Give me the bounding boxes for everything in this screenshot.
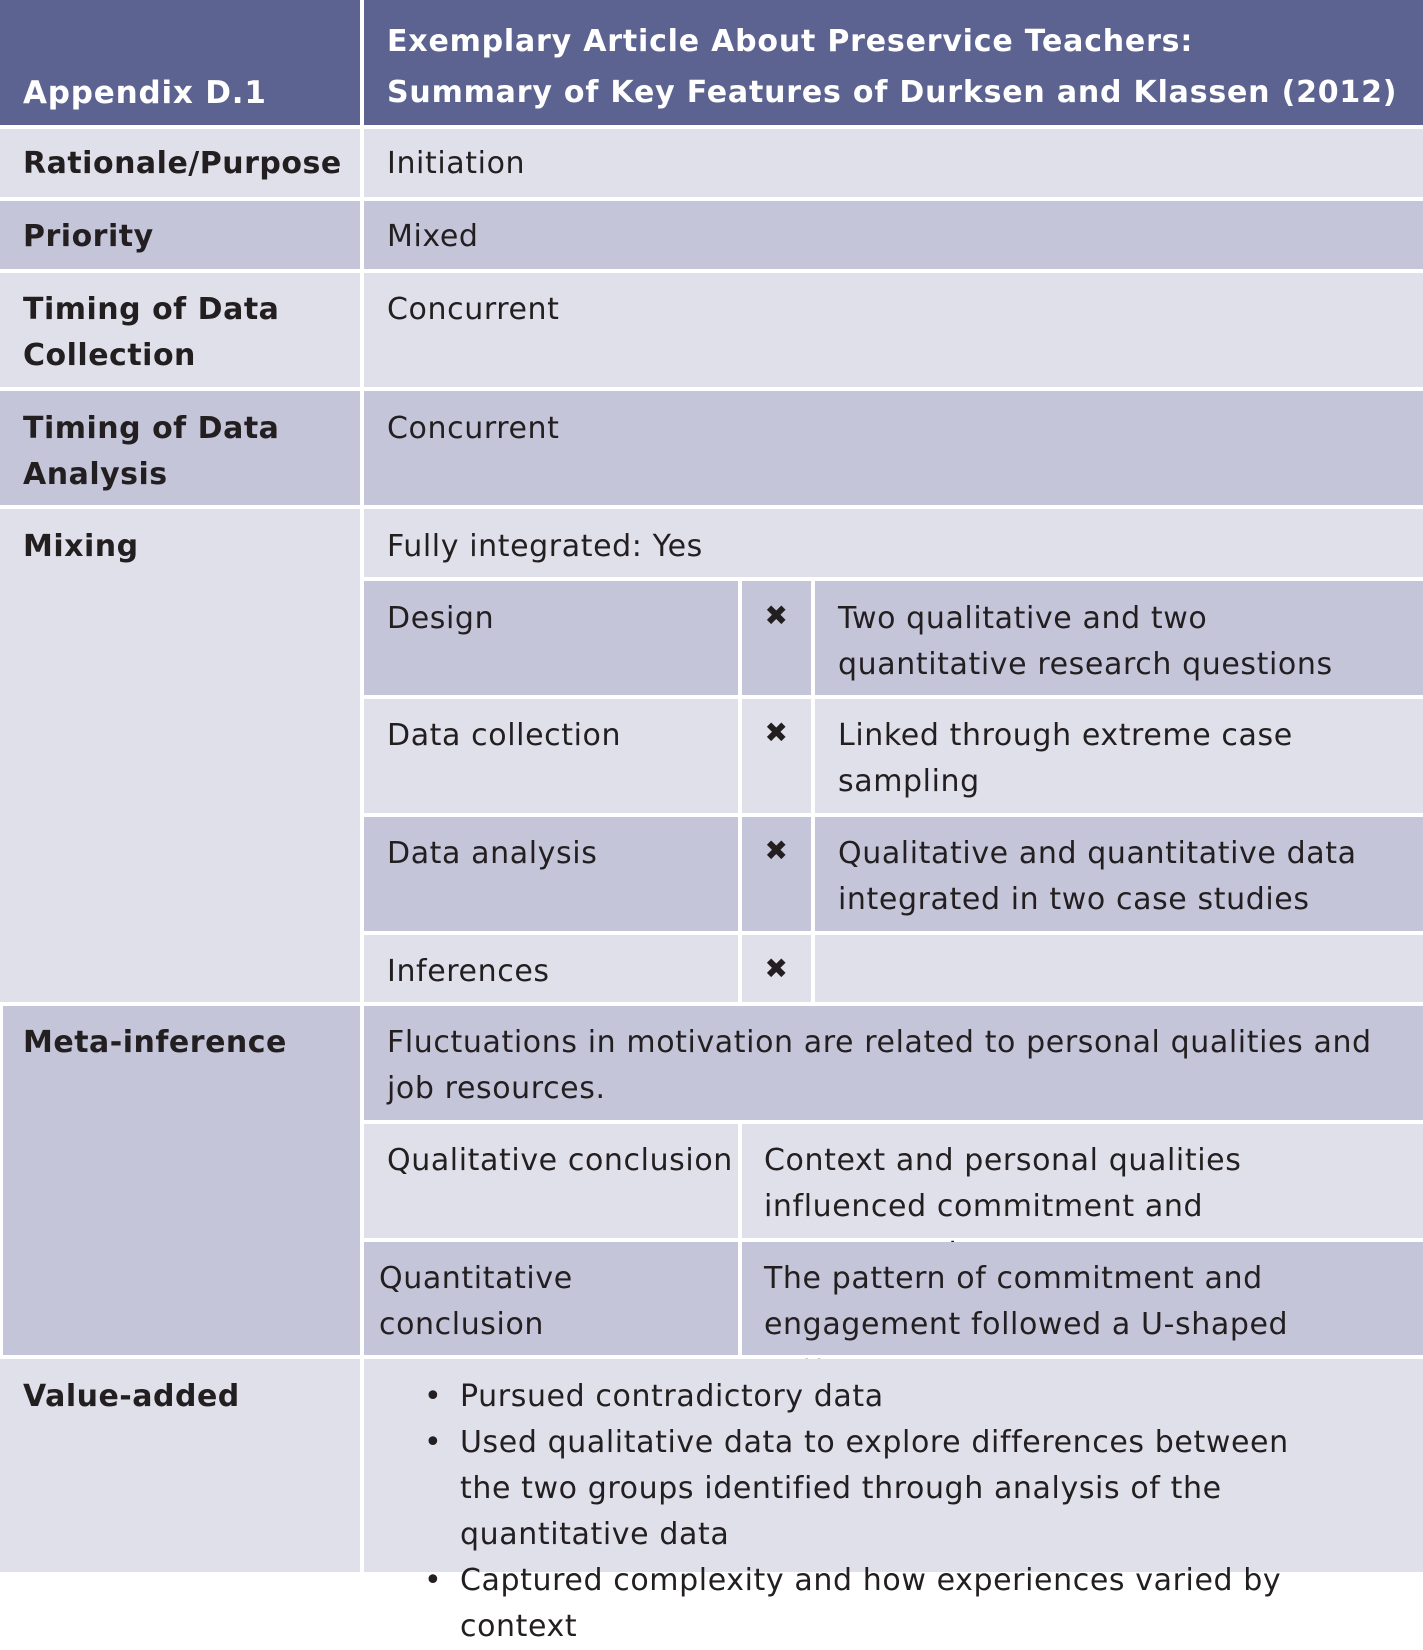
rationale-value: Initiation [364, 129, 1423, 197]
table-title-line-2: Summary of Key Features of Durksen and Klassen (2012) [387, 75, 1398, 110]
mixing-analysis-name: Data analysis [364, 817, 738, 931]
mixing-collection-name: Data collection [364, 699, 738, 813]
appendix-label [0, 0, 360, 125]
mixing-inferences-name: Inferences [364, 935, 738, 1002]
mixing-design-mark: ✖ [742, 581, 811, 695]
value-added-bullet: • Captured complexity and how experiences varied by context [387, 1558, 1373, 1650]
table-title-line-1: Exemplary Article About Preservice Teachers: [387, 24, 1194, 59]
appendix-label-text: Appendix D.1 [23, 75, 267, 111]
mixing-collection-mark: ✖ [742, 699, 811, 813]
qualitative-conclusion-label: Qualitative conclusion [364, 1124, 738, 1238]
value-added-label: Value-added [0, 1359, 360, 1572]
mixing-collection-note: Linked through extreme case sampling [815, 699, 1423, 813]
mixing-analysis-note: Qualitative and quantitative data integrated in two case studies [815, 817, 1423, 931]
mixing-value: Fully integrated: Yes [364, 509, 1423, 577]
priority-value: Mixed [364, 201, 1423, 269]
timing-analysis-value: Concurrent [364, 391, 1423, 505]
meta-inference-label: Meta-inference [3, 1006, 360, 1355]
value-added-bullet: • Used qualitative data to explore differences between the two groups identified through analysis of the quantitative data [387, 1420, 1373, 1558]
timing-collection-value: Concurrent [364, 273, 1423, 387]
table-title [364, 0, 1423, 125]
mixing-label: Mixing [0, 509, 360, 1002]
mixing-inferences-mark: ✖ [742, 935, 811, 1002]
meta-inference-value: Fluctuations in motivation are related to personal qualities and job resources. [364, 1006, 1423, 1120]
value-added-bullet: • Pursued contradictory data [387, 1374, 1373, 1420]
mixing-design-name: Design [364, 581, 738, 695]
quantitative-conclusion-label: Quantitative conclusion [364, 1242, 738, 1355]
quantitative-conclusion-value: The pattern of commitment and engagement followed a U-shaped [742, 1242, 1423, 1355]
rationale-label: Rationale/Purpose [0, 129, 360, 197]
value-added-list [364, 1359, 1423, 1644]
qualitative-conclusion-value: Context and personal qualities influenced commitment and [742, 1124, 1423, 1238]
mixing-design-note: Two qualitative and two quantitative research questions [815, 581, 1423, 695]
mixing-analysis-mark: ✖ [742, 817, 811, 931]
timing-collection-label: Timing of Data Collection [0, 273, 360, 387]
mixing-inferences-note [815, 935, 1423, 1002]
priority-label: Priority [0, 201, 360, 269]
timing-analysis-label: Timing of Data Analysis [0, 391, 360, 505]
